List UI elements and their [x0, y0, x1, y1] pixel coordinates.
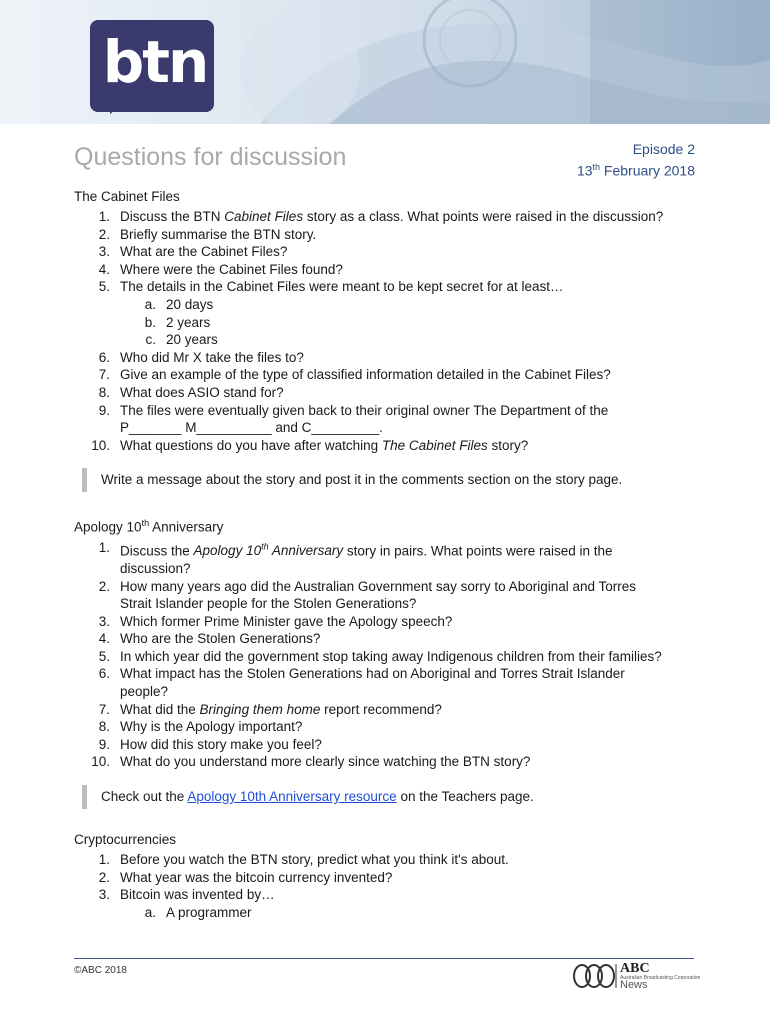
- abc-news-label: News: [620, 979, 648, 991]
- question-item: 7. Give an example of the type of classified information detailed in the Cabinet Files?: [98, 367, 611, 383]
- question-list: [74, 851, 704, 921]
- answer-options: [120, 296, 704, 349]
- apology-resource-link[interactable]: Apology 10th Anniversary resource: [187, 789, 397, 805]
- activity-callout: Write a message about the story and post it in the comments section on the story page.: [82, 468, 704, 492]
- questions-content: [74, 188, 704, 921]
- question-item: 2. How many years ago did the Australian Government say sorry to Aboriginal and Torres Strait Islander people for the Stolen Generations?: [98, 578, 637, 612]
- answer-option: a. A programmer: [144, 904, 252, 920]
- episode-number: Episode 2: [632, 141, 695, 157]
- answer-option: b. 2 years: [144, 314, 211, 330]
- btn-logo-text: btn: [102, 28, 208, 96]
- question-item: 6. What impact has the Stolen Generations had on Aboriginal and Torres Strait Islander people?: [98, 666, 625, 700]
- question-item: 6. Who did Mr X take the files to?: [98, 349, 304, 365]
- section-title: The Cabinet Files: [74, 189, 180, 204]
- section-cabinet-files: [74, 188, 704, 492]
- question-item: 8. What does ASIO stand for?: [98, 384, 284, 400]
- question-item: 5. In which year did the government stop taking away Indigenous children from their families?: [98, 648, 662, 664]
- question-item: 9. How did this story make you feel?: [98, 736, 322, 752]
- btn-logo-speech-tail: [110, 100, 128, 114]
- answer-option: a. 20 days: [144, 296, 214, 312]
- question-item: 3. Bitcoin was invented by… a. A programmer: [74, 886, 704, 921]
- question-item: 2. What year was the bitcoin currency invented?: [98, 869, 393, 885]
- section-title: Apology 10th Anniversary: [74, 518, 224, 535]
- question-item: 4. Who are the Stolen Generations?: [98, 631, 321, 647]
- section-cryptocurrencies: [74, 831, 704, 921]
- question-item: 1. Discuss the Apology 10th Anniversary story in pairs. What points were raised in the discussion?: [98, 539, 613, 576]
- abc-wordmark: ABC: [620, 961, 650, 976]
- footer-divider: [74, 958, 694, 959]
- episode-info: [577, 140, 695, 180]
- question-item: 10. What questions do you have after watching The Cabinet Files story?: [91, 437, 529, 453]
- question-item: 3. What are the Cabinet Files?: [98, 244, 288, 260]
- question-item: 1. Discuss the BTN Cabinet Files story as a class. What points were raised in the discussion?: [98, 209, 664, 224]
- copyright-text: ©ABC 2018: [74, 965, 127, 976]
- question-list: [74, 208, 704, 454]
- question-item: 4. Where were the Cabinet Files found?: [98, 261, 343, 277]
- section-apology: [74, 514, 704, 809]
- page-title: Questions for discussion: [74, 143, 347, 171]
- question-item: 1. Before you watch the BTN story, predict what you think it's about.: [98, 852, 509, 868]
- question-item: 8. Why is the Apology important?: [98, 719, 303, 735]
- header-banner: [0, 0, 770, 124]
- question-list: [74, 539, 704, 771]
- episode-date: 13th February 2018: [576, 162, 695, 179]
- resource-callout: Check out the Apology 10th Anniversary resource on the Teachers page.: [82, 785, 704, 809]
- answer-options: [120, 904, 704, 922]
- question-item: 2. Briefly summarise the BTN story.: [98, 226, 317, 242]
- abc-subtitle: Australian Broadcasting Corporation: [620, 975, 701, 981]
- section-title: Cryptocurrencies: [74, 832, 177, 848]
- question-item: 5. The details in the Cabinet Files were meant to be kept secret for at least… a. 20 days b. 2 years c. 20 years: [74, 278, 704, 348]
- question-item: 9. The files were eventually given back to their original owner The Department of the P_______ M__________ and C_________.: [98, 402, 609, 436]
- question-item: 10. What do you understand more clearly since watching the BTN story?: [91, 754, 531, 770]
- question-item: 7. What did the Bringing them home report recommend?: [98, 701, 442, 717]
- answer-option: c. 20 years: [145, 332, 218, 348]
- question-item: 3. Which former Prime Minister gave the Apology speech?: [98, 613, 453, 629]
